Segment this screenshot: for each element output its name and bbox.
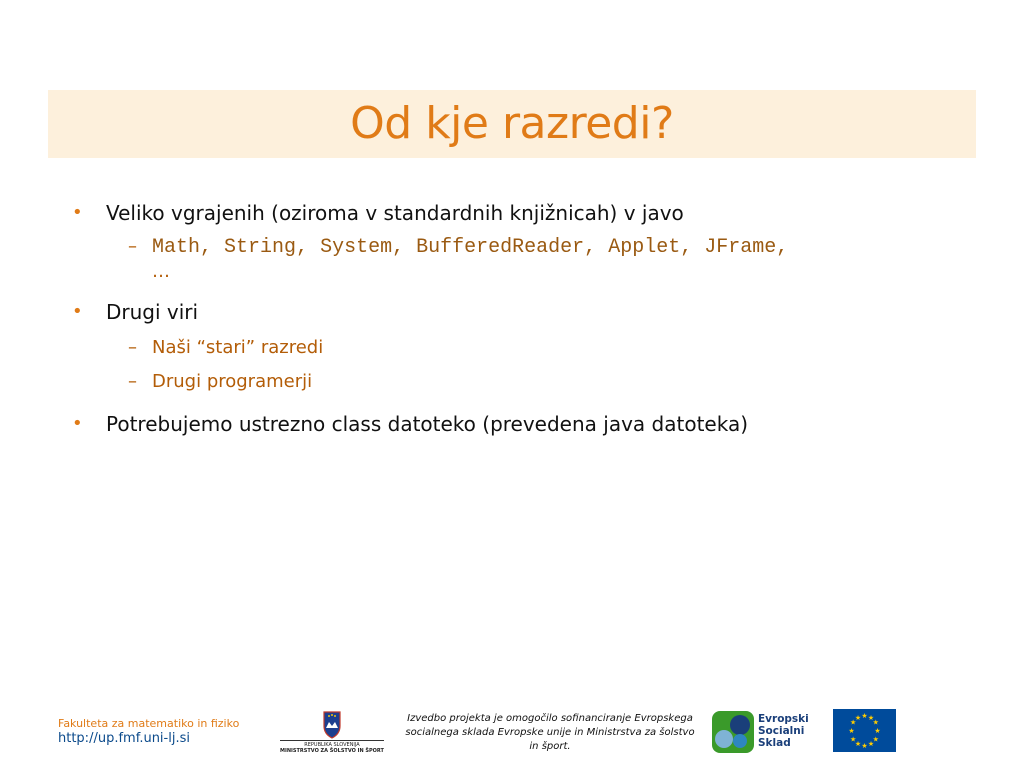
svg-text:★: ★	[854, 713, 862, 722]
funding-note: Izvedbo projekta je omogočilo sofinanciranje Evropskega socialnega sklada Evropske unije in Ministrstva za šolstvo in šport.	[405, 713, 695, 752]
svg-text:★: ★	[874, 727, 881, 735]
sub-item-code	[72, 234, 972, 261]
code-math: Math	[152, 236, 201, 259]
ess-emblem-icon	[710, 709, 756, 755]
bullet-text: Potrebujemo ustrezno class datoteko (prevedena java datoteka)	[106, 412, 749, 436]
svg-text:★: ★	[850, 718, 857, 727]
svg-text:★: ★	[872, 718, 879, 727]
sub-marker: –	[128, 337, 137, 358]
svg-text:★: ★	[867, 740, 875, 749]
slide-title: Od kje razredi?	[350, 98, 674, 149]
sub-marker: –	[128, 371, 137, 392]
bullet-item	[72, 297, 972, 327]
bullet-marker: •	[72, 202, 83, 223]
faculty-name: Fakulteta za matematiko in fiziko	[58, 717, 240, 730]
sub-marker: –	[128, 236, 137, 257]
code-system: System	[320, 236, 393, 259]
sub-ellipsis: …	[152, 261, 170, 282]
gov-logo-line-1: REPUBLIKA SLOVENIJA	[304, 742, 360, 748]
svg-text:★: ★	[867, 713, 875, 722]
svg-text:★: ★	[848, 727, 855, 735]
bullet-text: Drugi viri	[106, 300, 199, 324]
svg-text:★: ★	[850, 735, 857, 744]
sub-item	[72, 369, 972, 395]
ess-line-2: Socialni	[758, 725, 805, 737]
sub-text: Drugi programerji	[152, 371, 313, 392]
eu-flag-icon	[833, 709, 896, 752]
bullet-marker: •	[72, 413, 83, 434]
code-jframe: JFrame	[704, 236, 777, 259]
sub-text: Naši “stari” razredi	[152, 337, 324, 358]
title-band	[48, 90, 976, 158]
sub-item	[72, 335, 972, 361]
code-bufferedreader: BufferedReader	[416, 236, 585, 259]
ess-line-1: Evropski	[758, 713, 809, 725]
bullet-marker: •	[72, 301, 83, 322]
bullet-item	[72, 409, 972, 439]
footer-faculty	[58, 716, 239, 746]
bullet-text: Veliko vgrajenih (oziroma v standardnih knjižnicah) v javo	[106, 201, 684, 225]
svg-text:★: ★	[861, 712, 868, 720]
svg-text:★: ★	[854, 740, 862, 749]
ess-line-3: Sklad	[758, 737, 791, 749]
ess-logo	[710, 709, 820, 755]
svg-text:★: ★	[861, 742, 868, 750]
svg-text:★: ★	[872, 735, 879, 744]
code-list: Math, String, System, BufferedReader, Applet, JFrame,	[152, 236, 789, 259]
ministry-logo	[280, 708, 384, 754]
bullet-item	[72, 198, 972, 228]
gov-logo-line-2: MINISTRSTVO ZA ŠOLSTVO IN ŠPORT	[280, 748, 384, 754]
code-applet: Applet	[608, 236, 681, 259]
slide-content	[72, 198, 972, 439]
faculty-url-link[interactable]: http://up.fmf.uni-lj.si	[58, 731, 190, 746]
code-string: String	[224, 236, 297, 259]
